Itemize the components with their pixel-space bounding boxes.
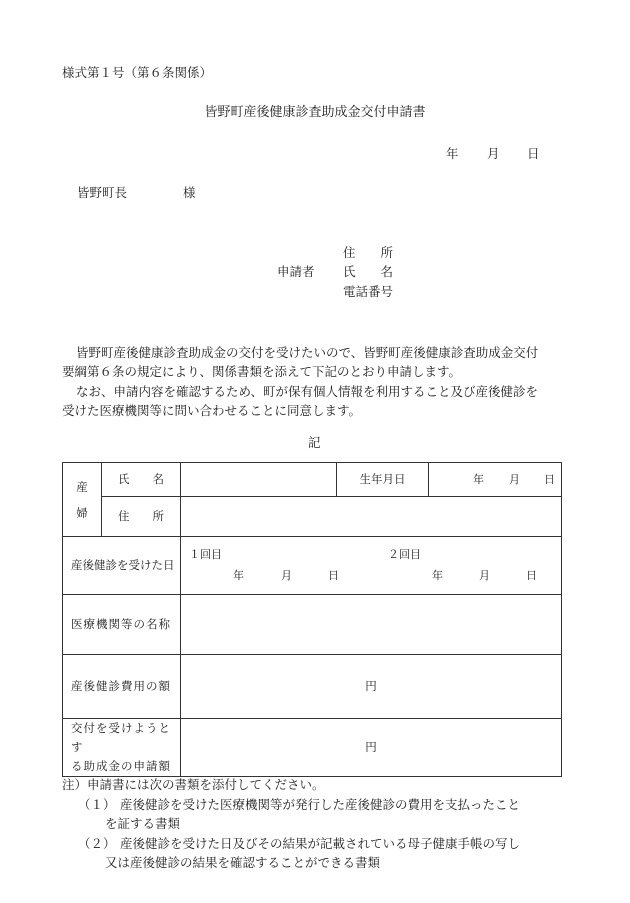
date-year: 年 [446, 146, 459, 161]
facility-label: 医療機関等の名称 [63, 595, 181, 655]
addressee-name: 皆野町長 [77, 185, 128, 200]
table-row [63, 497, 562, 537]
maternal-label-char: 婦 [76, 505, 88, 520]
applicant-name-label: 氏 名 [343, 264, 394, 279]
ki-label: 記 [308, 435, 321, 450]
facility-field[interactable] [181, 595, 562, 655]
cost-field[interactable]: 円 [181, 655, 562, 719]
name-field[interactable] [181, 463, 337, 497]
second-visit-label: ２回目 [388, 548, 421, 561]
second-month-unit: 月 [479, 569, 490, 582]
table-row [63, 655, 562, 719]
applicant-address-label: 住 所 [343, 245, 394, 260]
table-row [63, 537, 562, 595]
body-line: 受けた医療機関等に問い合わせることに同意します。 [62, 403, 362, 418]
first-year-unit: 年 [233, 569, 244, 582]
body-line: 皆野町産後健康診査助成金の交付を受けたいので、皆野町産後健康診査助成金交付 [76, 345, 539, 360]
first-month-unit: 月 [281, 569, 292, 582]
applicant-phone-label: 電話番号 [343, 284, 394, 299]
note-text: 産後健診を受けた日及びその結果が記載されている母子健康手帳の写し [120, 836, 521, 851]
body-line: 要綱第６条の規定により、関係書類を添えて下記のとおり申請します。 [62, 364, 462, 379]
applicant-label: 申請者 [277, 264, 315, 279]
cost-label: 産後健診費用の額 [63, 655, 181, 719]
maternal-label-cell [63, 463, 102, 537]
date-month: 月 [487, 146, 500, 161]
notes-heading: 注）申請書には次の書類を添付してください。 [62, 777, 325, 792]
table-row [63, 463, 562, 497]
maternal-label-char: 産 [76, 479, 88, 494]
addressee-honorific: 様 [183, 185, 196, 200]
checkup-date-label: 産後健診を受けた日 [63, 537, 181, 595]
birth-date-field[interactable] [429, 463, 562, 497]
grant-field[interactable]: 円 [181, 719, 562, 777]
date-day: 日 [527, 146, 540, 161]
grant-label [63, 719, 181, 777]
birth-month-unit: 月 [509, 473, 520, 486]
address-field[interactable] [181, 497, 562, 537]
body-line: なお、申請内容を確認するため、町が保有個人情報を利用すること及び産後健診を [76, 384, 539, 399]
first-visit-label: １回目 [189, 548, 222, 561]
note-text: を証する書類 [105, 816, 181, 831]
birth-day-unit: 日 [544, 473, 555, 486]
note-number: （２） [78, 836, 116, 851]
birth-year-unit: 年 [473, 473, 484, 486]
second-day-unit: 日 [526, 569, 537, 582]
name-label: 氏 名 [102, 463, 181, 497]
grant-label-line: 交付を受けようとす [71, 721, 171, 754]
note-text: 又は産後健診の結果を確認することができる書類 [105, 855, 381, 870]
note-text: 産後健診を受けた医療機関等が発行した産後健診の費用を支払ったこと [120, 797, 521, 812]
document-title: 皆野町産後健康診査助成金交付申請書 [204, 105, 426, 120]
address-label: 住 所 [102, 497, 181, 537]
second-year-unit: 年 [432, 569, 443, 582]
note-number: （１） [78, 797, 116, 812]
first-day-unit: 日 [328, 569, 339, 582]
form-number: 様式第１号（第６条関係） [62, 65, 213, 80]
application-table [62, 462, 562, 777]
birth-date-label: 生年月日 [337, 463, 429, 497]
table-row [63, 719, 562, 777]
checkup-date-field[interactable] [181, 537, 562, 595]
grant-label-line: る助成金の申請額 [71, 759, 171, 773]
table-row [63, 595, 562, 655]
